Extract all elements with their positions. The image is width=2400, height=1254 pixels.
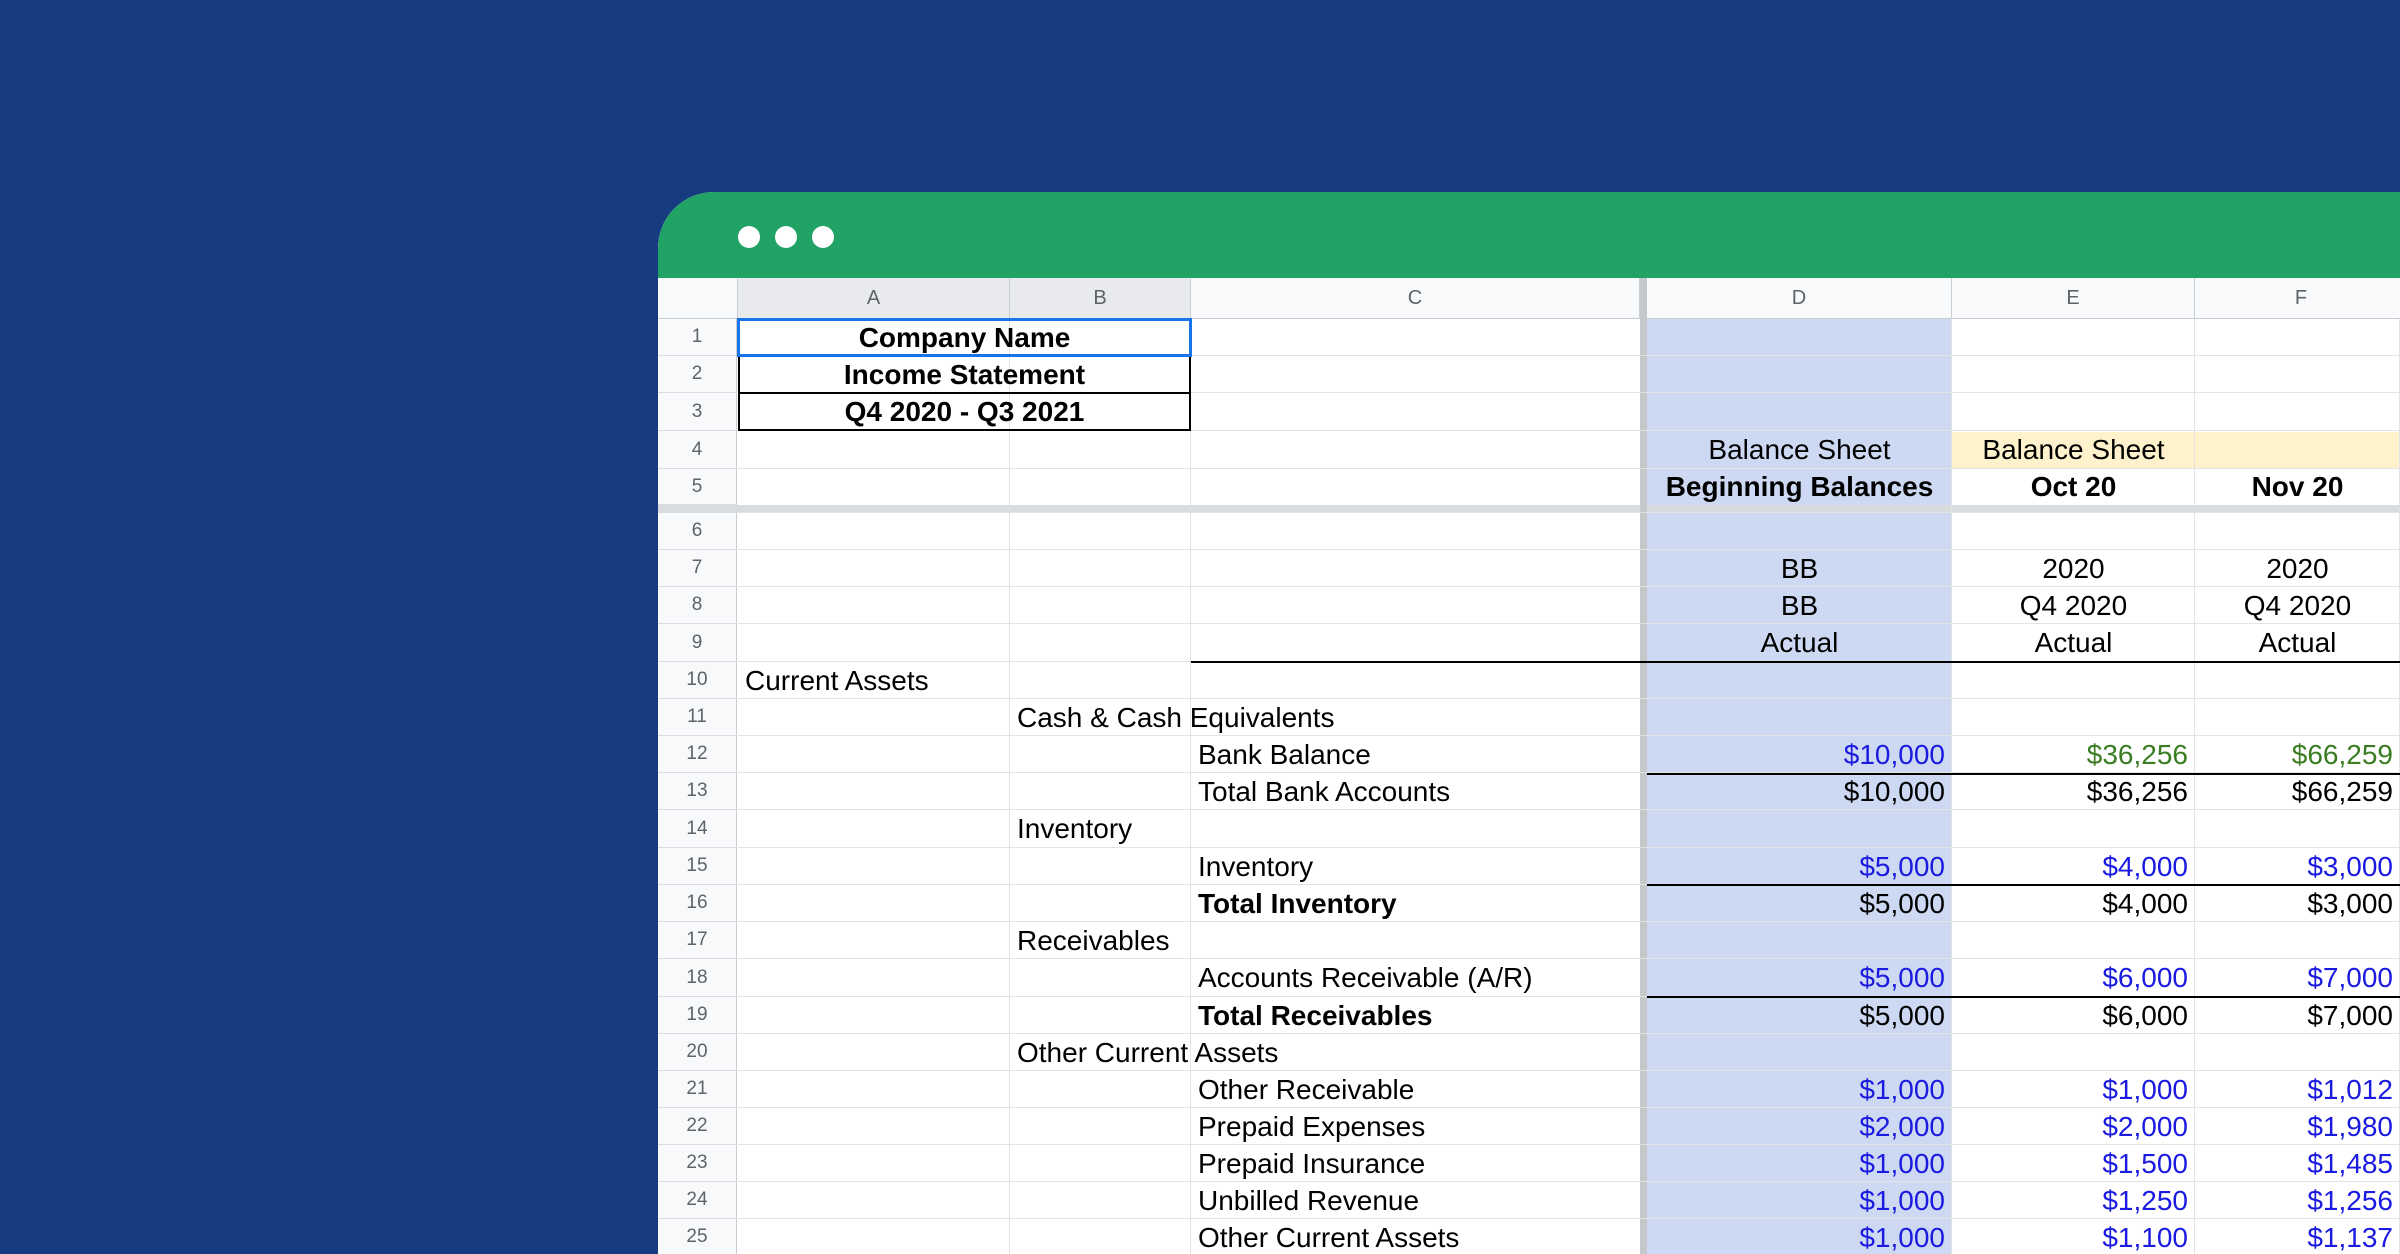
column-header-d[interactable]: D <box>1647 278 1952 319</box>
spreadsheet-window <box>658 192 2400 1254</box>
total-receivables-label[interactable]: Total Receivables <box>1198 999 1433 1031</box>
row-header[interactable]: 18 <box>658 959 737 997</box>
year-cell-e[interactable]: 2020 <box>2042 552 2105 584</box>
total-bank-accounts-value[interactable]: $36,256 <box>2086 775 2188 807</box>
current-assets-label[interactable]: Current Assets <box>745 664 929 696</box>
other-current-assets-label[interactable]: Other Current Assets <box>1198 1221 1460 1253</box>
accounts-receivable-value[interactable]: $6,000 <box>2102 962 2188 993</box>
total-inventory-value[interactable]: $3,000 <box>2307 887 2393 919</box>
company-name-cell[interactable]: Company Name <box>858 321 1071 353</box>
other-receivable-value[interactable]: $1,012 <box>2307 1073 2393 1105</box>
accounts-receivable-value[interactable]: $5,000 <box>1859 962 1945 993</box>
prepaid-expenses-label[interactable]: Prepaid Expenses <box>1198 1110 1426 1142</box>
income-statement-cell[interactable]: Income Statement <box>843 358 1086 390</box>
bank-balance-value[interactable]: $66,259 <box>2291 738 2393 770</box>
row-header[interactable]: 17 <box>658 922 737 959</box>
inventory-value[interactable]: $3,000 <box>2307 850 2393 882</box>
row-header[interactable]: 1 <box>658 319 737 356</box>
total-bank-accounts-value[interactable]: $10,000 <box>1843 775 1945 807</box>
row-header[interactable]: 3 <box>658 393 737 431</box>
month-header-nov[interactable]: Nov 20 <box>2251 471 2344 502</box>
row-header[interactable]: 20 <box>658 1034 737 1071</box>
row-header[interactable]: 21 <box>658 1071 737 1108</box>
column-header-f[interactable]: F <box>2195 278 2400 319</box>
row-header[interactable]: 14 <box>658 810 737 848</box>
year-cell-f[interactable]: 2020 <box>2266 552 2329 584</box>
bank-balance-value[interactable]: $10,000 <box>1843 738 1945 770</box>
unbilled-revenue-value[interactable]: $1,256 <box>2307 1184 2393 1216</box>
cell-border <box>738 392 1191 394</box>
unbilled-revenue-value[interactable]: $1,000 <box>1859 1184 1945 1216</box>
other-receivable-value[interactable]: $1,000 <box>1859 1073 1945 1105</box>
window-control-dot[interactable] <box>738 226 760 248</box>
inventory-label[interactable]: Inventory <box>1198 850 1314 882</box>
bank-balance-label[interactable]: Bank Balance <box>1198 738 1371 770</box>
prepaid-expenses-value[interactable]: $2,000 <box>1859 1110 1945 1142</box>
prepaid-expenses-value[interactable]: $1,980 <box>2307 1110 2393 1142</box>
actual-cell-f[interactable]: Actual <box>2258 627 2337 658</box>
balance-sheet-header-e[interactable]: Balance Sheet <box>1982 434 2165 465</box>
column-header-b[interactable]: B <box>1010 278 1191 319</box>
unbilled-revenue-value[interactable]: $1,250 <box>2102 1184 2188 1216</box>
total-inventory-value[interactable]: $4,000 <box>2102 887 2188 919</box>
total-receivables-value[interactable]: $5,000 <box>1859 999 1945 1031</box>
other-receivable-label[interactable]: Other Receivable <box>1198 1073 1415 1105</box>
row-header[interactable]: 4 <box>658 431 737 469</box>
row-header[interactable]: 25 <box>658 1219 737 1254</box>
inventory-value[interactable]: $4,000 <box>2102 850 2188 882</box>
row-header[interactable]: 16 <box>658 885 737 922</box>
row-header[interactable]: 23 <box>658 1145 737 1182</box>
column-header-e[interactable]: E <box>1952 278 2195 319</box>
other-current-assets-value[interactable]: $1,137 <box>2307 1221 2393 1253</box>
cash-equivalents-label[interactable]: Cash & Cash Equivalents <box>1017 701 1335 733</box>
inventory-group-label[interactable]: Inventory <box>1017 813 1133 844</box>
row-header[interactable]: 7 <box>658 550 737 587</box>
spreadsheet-grid <box>658 278 2400 1254</box>
column-header-a[interactable]: A <box>738 278 1010 319</box>
window-control-dot[interactable] <box>812 226 834 248</box>
accounts-receivable-label[interactable]: Accounts Receivable (A/R) <box>1198 962 1533 993</box>
quarter-cell-d[interactable]: BB <box>1780 589 1819 621</box>
actual-cell-d[interactable]: Actual <box>1760 627 1839 658</box>
row-header[interactable]: 24 <box>658 1182 737 1219</box>
actual-cell-e[interactable]: Actual <box>2034 627 2113 658</box>
row-header[interactable]: 8 <box>658 587 737 624</box>
column-header-c[interactable]: C <box>1191 278 1640 319</box>
period-cell[interactable]: Q4 2020 - Q3 2021 <box>844 396 1085 427</box>
cell-border <box>738 429 1191 431</box>
row-header[interactable]: 5 <box>658 469 737 505</box>
quarter-cell-e[interactable]: Q4 2020 <box>2019 589 2128 621</box>
window-control-dot[interactable] <box>775 226 797 248</box>
unbilled-revenue-label[interactable]: Unbilled Revenue <box>1198 1184 1420 1216</box>
total-receivables-value[interactable]: $6,000 <box>2102 999 2188 1031</box>
row-header[interactable]: 19 <box>658 997 737 1034</box>
other-current-assets-value[interactable]: $1,000 <box>1859 1221 1945 1253</box>
row-header[interactable]: 22 <box>658 1108 737 1145</box>
total-line <box>1647 996 2400 998</box>
beginning-balances-header[interactable]: Beginning Balances <box>1665 471 1934 502</box>
other-receivable-value[interactable]: $1,000 <box>2102 1073 2188 1105</box>
gridline-horizontal <box>738 512 2400 513</box>
row-header[interactable]: 12 <box>658 736 737 773</box>
prepaid-insurance-value[interactable]: $1,485 <box>2307 1147 2393 1179</box>
total-line <box>1647 773 2400 775</box>
total-receivables-value[interactable]: $7,000 <box>2307 999 2393 1031</box>
total-inventory-value[interactable]: $5,000 <box>1859 887 1945 919</box>
window-titlebar <box>658 192 2400 278</box>
accounts-receivable-value[interactable]: $7,000 <box>2307 962 2393 993</box>
row-header[interactable]: 6 <box>658 513 737 550</box>
row-header[interactable]: 9 <box>658 624 737 662</box>
prepaid-expenses-value[interactable]: $2,000 <box>2102 1110 2188 1142</box>
row-header[interactable]: 15 <box>658 848 737 885</box>
balance-sheet-header-d[interactable]: Balance Sheet <box>1708 434 1891 465</box>
row-header[interactable]: 2 <box>658 356 737 393</box>
bank-balance-value[interactable]: $36,256 <box>2086 738 2188 770</box>
row-header[interactable]: 10 <box>658 662 737 699</box>
prepaid-insurance-value[interactable]: $1,500 <box>2102 1147 2188 1179</box>
select-all-corner[interactable] <box>658 278 738 319</box>
total-bank-accounts-value[interactable]: $66,259 <box>2291 775 2393 807</box>
gridline-vertical <box>1009 319 1010 1254</box>
inventory-value[interactable]: $5,000 <box>1859 850 1945 882</box>
prepaid-insurance-label[interactable]: Prepaid Insurance <box>1198 1147 1426 1179</box>
total-line <box>1647 884 2400 886</box>
prepaid-insurance-value[interactable]: $1,000 <box>1859 1147 1945 1179</box>
other-current-assets-value[interactable]: $1,100 <box>2102 1221 2188 1253</box>
active-cell-selection[interactable] <box>737 318 1192 357</box>
month-header-oct[interactable]: Oct 20 <box>2030 471 2117 502</box>
total-inventory-label[interactable]: Total Inventory <box>1198 887 1397 919</box>
quarter-cell-f[interactable]: Q4 2020 <box>2243 589 2352 621</box>
row-header[interactable]: 11 <box>658 699 737 736</box>
total-bank-accounts-label[interactable]: Total Bank Accounts <box>1198 775 1451 807</box>
other-current-assets-group-label[interactable]: Other Current Assets <box>1017 1036 1279 1068</box>
year-cell-d[interactable]: BB <box>1780 552 1819 584</box>
row-header[interactable]: 13 <box>658 773 737 810</box>
receivables-label[interactable]: Receivables <box>1017 924 1170 956</box>
